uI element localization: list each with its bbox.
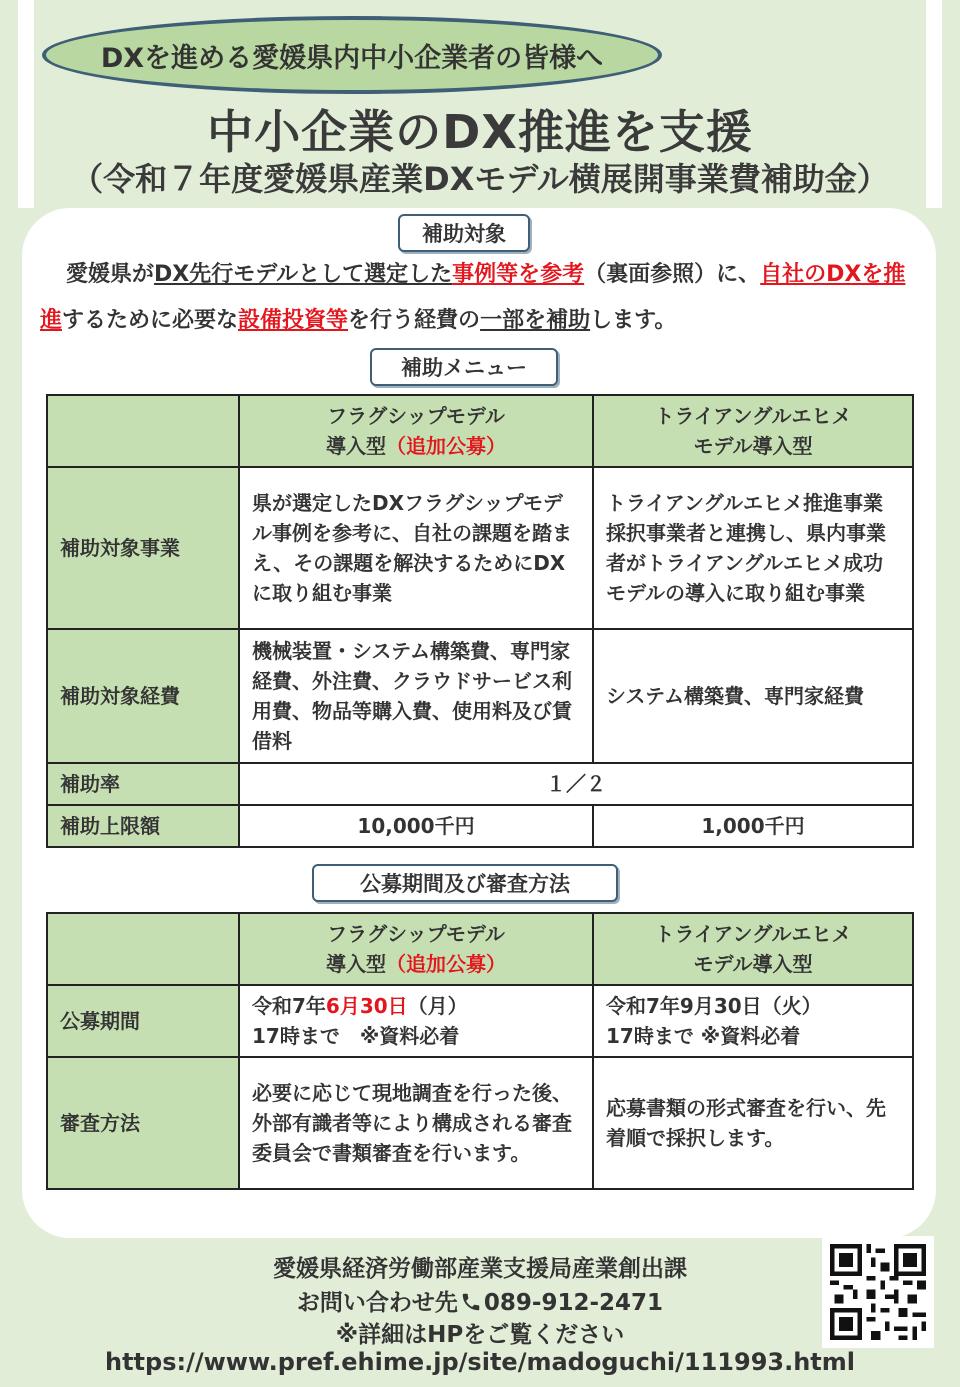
page-title: 中小企業のDX推進を支援 xyxy=(207,105,753,159)
menu-row-business-label: 補助対象事業 xyxy=(47,467,239,629)
period-col2-line1: トライアングルエヒメ xyxy=(654,922,852,946)
section-label-period-text: 公募期間及び審査方法 xyxy=(360,872,570,896)
period-row-review-col1: 必要に応じて現地調査を行った後、外部有識者等により構成される審査委員会で書類審査を行います。 xyxy=(239,1057,593,1189)
menu-row-expenses-col2: システム構築費、専門家経費 xyxy=(593,629,913,763)
intro-highlight: 設備投資等 xyxy=(238,308,349,333)
menu-col1-line2: 導入型 xyxy=(326,434,386,458)
menu-row-expenses xyxy=(47,629,913,763)
period-header-row xyxy=(47,913,913,985)
section-label-period xyxy=(312,864,618,902)
phone-icon xyxy=(458,1291,484,1319)
menu-corner-cell xyxy=(47,395,239,467)
section-label-menu-text: 補助メニュー xyxy=(401,356,527,380)
deadline-col2-line1: 令和7年9月30日（火） xyxy=(606,994,822,1018)
target-description xyxy=(40,252,920,344)
period-col2-line2: モデル導入型 xyxy=(693,952,813,976)
period-col1-line1: フラグシップモデル xyxy=(327,922,505,946)
deadline-col1-pre: 令和7年 xyxy=(252,994,326,1018)
deadline-col1-line2: 17時まで ※資料必着 xyxy=(252,1024,460,1048)
menu-row-limit-label: 補助上限額 xyxy=(47,805,239,847)
footer-department: 愛媛県経済労働部産業支援局産業創出課 xyxy=(273,1256,687,1282)
footer-contact xyxy=(0,1284,960,1319)
menu-row-rate-label: 補助率 xyxy=(47,763,239,805)
period-row-review-col2: 応募書類の形式審査を行い、先着順で採択します。 xyxy=(593,1057,913,1189)
menu-row-expenses-col1: 機械装置・システム構築費、専門家経費、外注費、クラウドサービス利用費、物品等購入費、使用料及び賃借料 xyxy=(239,629,593,763)
menu-row-business-col1: 県が選定したDXフラグシップモデル事例を参考に、自社の課題を踏まえ、その課題を解決するためにDXに取り組む事業 xyxy=(239,467,593,629)
menu-row-business xyxy=(47,467,913,629)
menu-col1-line1: フラグシップモデル xyxy=(327,404,505,428)
section-label-menu xyxy=(370,348,558,386)
intro-highlight: 自社のDXを推進 xyxy=(40,262,906,333)
intro-highlight: 事例等を参考 xyxy=(452,262,585,287)
deadline-col2-line2: 17時まで ※資料必着 xyxy=(606,1024,801,1048)
period-row-review-label: 審査方法 xyxy=(47,1057,239,1189)
footer-contact-prefix: お問い合わせ先 xyxy=(296,1290,458,1316)
page-subtitle: （令和７年度愛媛県産業DXモデル横展開事業費補助金） xyxy=(71,160,889,198)
period-row-deadline xyxy=(47,985,913,1057)
menu-row-expenses-label: 補助対象経費 xyxy=(47,629,239,763)
footer-phone[interactable]: 089-912-2471 xyxy=(483,1290,664,1316)
period-col1-line2: 導入型 xyxy=(326,952,386,976)
menu-row-rate xyxy=(47,763,913,805)
menu-col2-line1: トライアングルエヒメ xyxy=(654,404,852,428)
period-col-triangle xyxy=(593,913,913,985)
period-row-deadline-col1 xyxy=(239,985,593,1057)
menu-row-limit xyxy=(47,805,913,847)
menu-row-limit-col1: 10,000千円 xyxy=(239,805,593,847)
period-row-deadline-col2 xyxy=(593,985,913,1057)
section-label-target-text: 補助対象 xyxy=(422,222,506,246)
period-col-flagship xyxy=(239,913,593,985)
intro-underline: 一部を補助 xyxy=(480,308,591,333)
qr-code-icon[interactable] xyxy=(822,1236,934,1348)
menu-table xyxy=(46,394,914,848)
footer-url[interactable]: https://www.pref.ehime.jp/site/madoguchi/111993.html xyxy=(105,1348,855,1376)
intro-part: 愛媛県が xyxy=(66,262,155,287)
menu-header-row xyxy=(47,395,913,467)
intro-part: します。 xyxy=(590,308,677,333)
intro-underline: DX先行モデルとして選定した xyxy=(154,262,453,287)
section-label-target xyxy=(398,214,530,252)
period-row-deadline-label: 公募期間 xyxy=(47,985,239,1057)
tagline-oval xyxy=(42,16,662,94)
menu-row-rate-value: １／２ xyxy=(239,763,913,805)
intro-part: （裏面参照）に、 xyxy=(584,262,761,287)
tagline-text: DXを進める愛媛県内中小企業者の皆様へ xyxy=(100,42,604,74)
deadline-col1-post: （月） xyxy=(407,994,468,1018)
period-row-review xyxy=(47,1057,913,1189)
deadline-col1-date: 6月30日 xyxy=(325,994,408,1018)
period-table xyxy=(46,912,914,1190)
period-col1-tag: （追加公募） xyxy=(386,952,506,976)
menu-row-limit-col2: 1,000千円 xyxy=(593,805,913,847)
menu-col-flagship xyxy=(239,395,593,467)
menu-row-business-col2: トライアングルエヒメ推進事業採択事業者と連携し、県内事業者がトライアングルエヒメ成功モデルの導入に取り組む事業 xyxy=(593,467,913,629)
intro-part: を行う経費の xyxy=(348,308,481,333)
menu-col-triangle xyxy=(593,395,913,467)
menu-col1-tag: （追加公募） xyxy=(386,434,506,458)
footer-note: ※詳細はHPをご覧ください xyxy=(335,1322,625,1348)
period-corner-cell xyxy=(47,913,239,985)
intro-part: するために必要な xyxy=(62,308,239,333)
menu-col2-line2: モデル導入型 xyxy=(693,434,813,458)
